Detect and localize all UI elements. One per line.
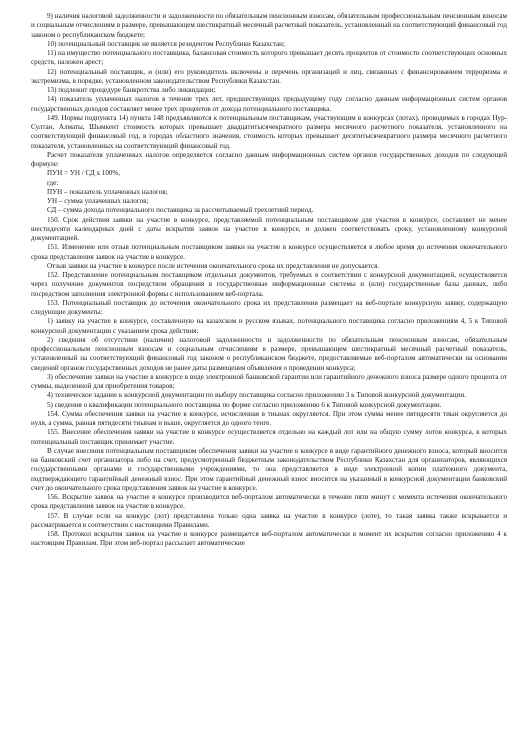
paragraph-155: 155. Внесение обеспечения заявки на участие в конкурсе осуществляется отдельно на каждый лот или на общую сумму лотов конкурса, в которых потенциальный поставщик принимает участие.	[31, 428, 507, 446]
paragraph-156: 156. Вскрытие заявок на участие в конкурсе производится веб-порталом автоматически в течение пяти минут с момента истечения окончательного срока представления заявок на участие в конкурсе.	[31, 493, 507, 511]
paragraph-153-5: 5) сведения о квалификации потенциального поставщика по форме согласно приложению 6 к Типовой конкурсной документации.	[47, 400, 442, 409]
paragraph-157: 157. В случае если на конкурс (лот) представлена только одна заявка на участие в конкурсе (лоте), то такая заявка также вскрывается и рассматривается в соответствии с настоящими Правилами.	[31, 511, 507, 529]
paragraph-148-14: 14) показатель уплаченных налогов в течение трех лет, предшествующих предыдущему году согласно данным информационных систем органов государственных доходов составляет менее трех процентов от дохода потенциального поставщика.	[31, 95, 507, 113]
paragraph-153-3: 3) обеспечение заявки на участие в конкурсе в виде электронной банковской гарантии или гарантийного денежного взноса размере одного процента от суммы, выделенной для приобретения товаров;	[31, 372, 507, 390]
formula-def-pun: ПУН – показатель уплаченных налогов;	[47, 187, 168, 196]
paragraph-155-deposit: В случае внесения потенциальным поставщиком обеспечения заявки на участие в конкурсе в виде гарантийного денежного взноса, который вносится на банковский счет организатора либо на счет, предусмотренный бюджетным законодательством Республики Казахстан для организаторов, являющихся государственными органами и государственными учреждениями, то она представляется в виде электронной копии платежного документа, подтверждающего гарантийный денежный взнос. При этом гарантийный денежный взнос вносится на указанный в конкурсной документации банковский счет до окончательного срока представления заявок на участие в конкурсе.	[31, 446, 507, 492]
paragraph-153-2: 2) сведения об отсутствии (наличии) налоговой задолженности и задолженности по обязательным пенсионным взносам, обязательным профессиональным пенсионным взносам и социальным отчислениям в размере, превышающем шестикратный месячный расчетный показатель, установленный на соответствующий финансовый год законом о республиканском бюджете, предоставляемые веб-порталом автоматически на основании сведений органов государственных доходов не ранее даты размещения объявления о проведении конкурса;	[31, 335, 507, 372]
paragraph-149: 149. Нормы подпункта 14) пункта 148 предъявляются к потенциальным поставщикам, участвующим в конкурсах (лотах), проводимых в городах Нур-Султан, Алматы, Шымкент стоимость которых превышает двадцатитысячекратного размера месячного расчетного показателя, установленного на соответствующий финансовый год, в городах областного значения, стоимость которых превышает десятитысячекратного размера месячного расчетного показателя, установленных на соответствующий финансовый год.	[31, 113, 507, 150]
paragraph-148-12: 12) потенциальный поставщик, и (или) его руководитель включены в перечень организаций и лиц, связанных с финансированием терроризма и экстремизма, в порядке, установленном законодательством Республики Казахстан.	[31, 67, 507, 85]
formula: ПУН = УН / СД х 100%,	[47, 169, 121, 178]
paragraph-tax-indicator-intro: Расчет показателя уплаченных налогов определяется согласно данным информационных систем органов государственных доходов по следующей формуле:	[31, 150, 507, 168]
paragraph-152: 152. Представление потенциальным поставщиком отдельных документов, требуемых в соответствии с конкурсной документацией, осуществляется через получение документов посредством обращения в государственные информационные системы и (или) государственные базы данных, либо посредством заполнения электронной формы с использованием веб-портала.	[31, 271, 507, 298]
paragraph-151: 151. Изменение или отзыв потенциальным поставщиком заявки на участие в конкурсе осуществляется в любое время до истечения окончательного срока представления заявок на участие в конкурсе.	[31, 243, 507, 261]
paragraph-148-10: 10) потенциальный поставщик не является резидентом Республики Казахстан;	[47, 39, 285, 48]
paragraph-154: 154. Сумма обеспечения заявки на участие в конкурсе, исчисленная в тиынах округляется. При этом сумма менее пятидесяти тиын округляется до нуля, а сумма, равная пятидесяти тиынам и выше, округляется до одного тенге.	[31, 409, 507, 427]
paragraph-153-1: 1) заявку на участие в конкурсе, составленную на казахском и русском языках, потенциального поставщика согласно приложениям 4, 5 к Типовой конкурсной документации с указанием срока действия;	[31, 317, 507, 335]
paragraph-153: 153. Потенциальный поставщик до истечения окончательного срока их представления размещает на веб-портале конкурсную заявку, содержащую следующие документы:	[31, 298, 507, 316]
formula-def-sd: СД – сумма дохода потенциального поставщика за рассчитываемый трехлетний период.	[47, 206, 314, 215]
formula-where: где:	[47, 178, 59, 187]
paragraph-151-withdrawal: Отзыв заявки на участие в конкурсе после истечения окончательного срока их представления не допускается.	[47, 261, 380, 270]
paragraph-158: 158. Протокол вскрытия заявок на участие в конкурсе размещается веб-порталом автоматически в момент их вскрытия согласно приложению 4 к настоящим Правилам. При этом веб-портал рассылает автоматические	[31, 530, 507, 548]
paragraph-150: 150. Срок действия заявки на участие в конкурсе, представляемой потенциальным поставщиком для участия в конкурсе, составляет не менее шестидесяти календарных дней с даты вскрытия заявок на участие в конкурсе, и должен соответствовать сроку, установленному конкурсной документацией.	[31, 215, 507, 242]
paragraph-148-13: 13) подлежит процедуре банкротства либо ликвидации;	[47, 86, 216, 94]
paragraph-148-11: 11) на имущество потенциального поставщика, балансовая стоимость которого превышает десять процентов от стоимости соответствующих основных средств, наложен арест;	[31, 49, 507, 67]
paragraph-153-4: 4) техническое задание к конкурсной документации по выбору поставщика согласно приложению 3 к Типовой конкурсной документации.	[47, 391, 466, 400]
formula-def-un: УН – сумма уплаченных налогов;	[47, 197, 149, 205]
paragraph-148-9: 9) наличия налоговой задолженности и задолженности по обязательным пенсионным взносам, обязательным профессиональным пенсионным взносам и социальным отчислениям в размере, превышающем шестикратный месячный расчетный показатель, установленный на соответствующий финансовый год законом о республиканском бюджете;	[31, 12, 507, 39]
